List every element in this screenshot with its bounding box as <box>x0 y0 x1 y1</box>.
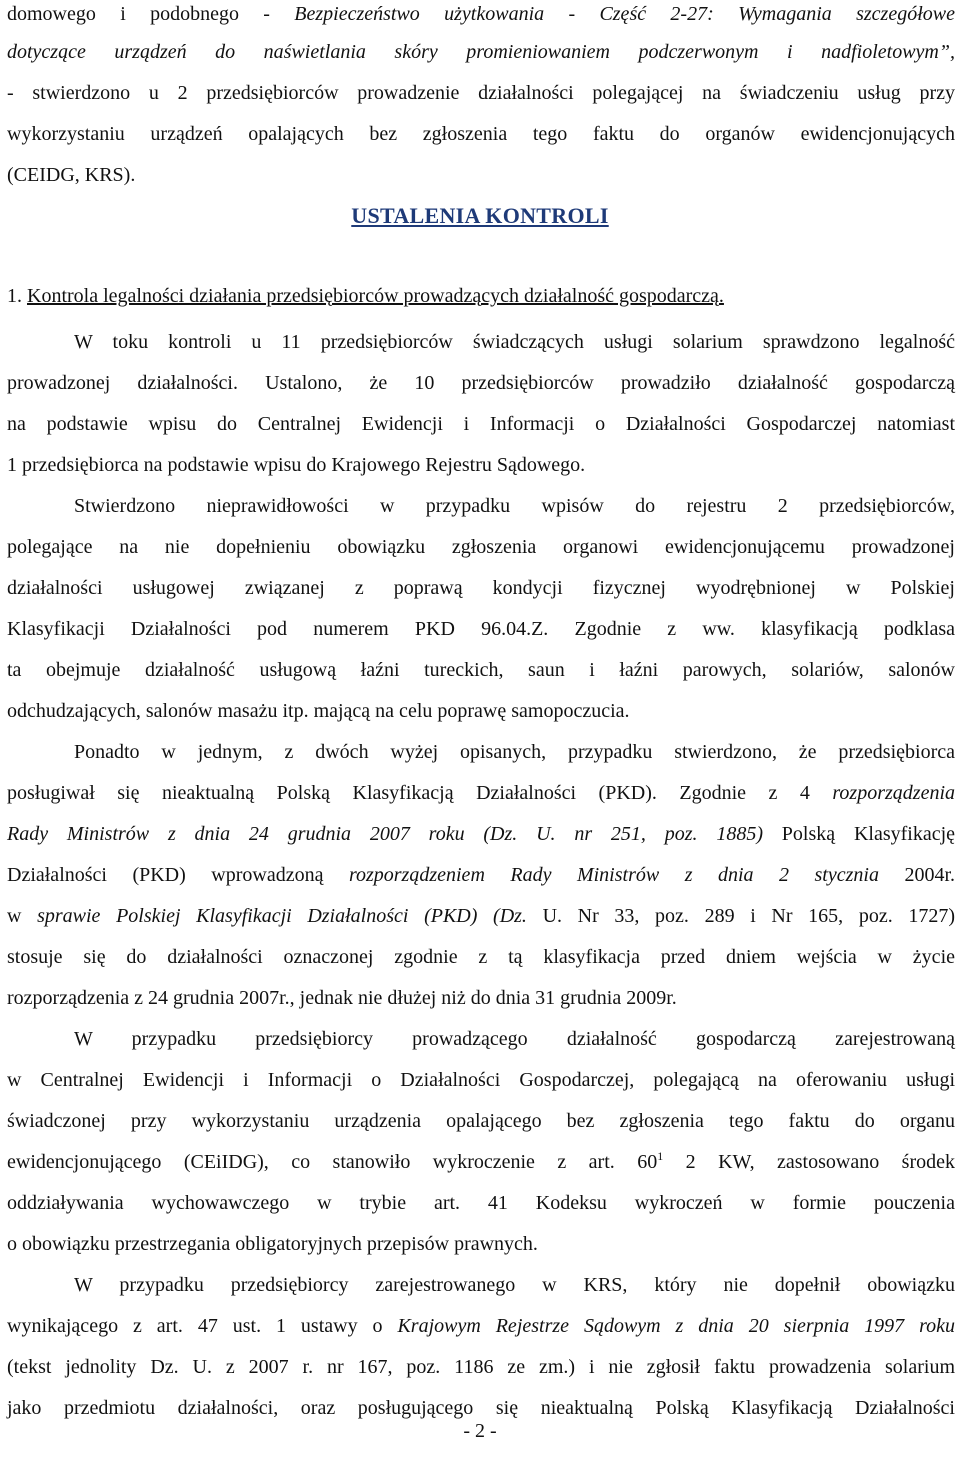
text-segment: rozporządzeniem Rady Ministrów z dnia 2 stycznia <box>348 864 879 886</box>
text-segment: prowadzonej działalności. Ustalono, że 10 przedsiębiorców prowadziło działalność gospodarczą <box>7 372 955 394</box>
text-segment: sprawie Polskiej Klasyfikacji Działalności (PKD) (Dz. <box>37 905 527 927</box>
text-segment: W przypadku przedsiębiorcy zarejestrowanego w KRS, który nie dopełnił obowiązku <box>74 1274 955 1296</box>
text-line <box>7 1067 955 1093</box>
text-line <box>7 1149 955 1175</box>
text-line <box>7 39 955 65</box>
text-segment: Ponadto w jednym, z dwóch wyżej opisanych, przypadku stwierdzono, że przedsiębiorca <box>74 741 955 763</box>
text-line <box>74 1026 955 1052</box>
text-segment: na podstawie wpisu do Centralnej Ewidencji i Informacji o Działalności Gospodarczej natomiast <box>7 413 955 435</box>
text-segment: Działalności (PKD) wprowadzoną <box>7 864 349 886</box>
text-line <box>7 1354 955 1380</box>
text-segment: oddziaływania wychowawczego w trybie art. 41 Kodeksu wykroczeń w formie pouczenia <box>7 1192 955 1214</box>
text-segment: W przypadku przedsiębiorcy prowadzącego działalność gospodarczą zarejestrowaną <box>74 1028 955 1050</box>
text-segment: W toku kontroli u 11 przedsiębiorców świadczących usługi solarium sprawdzono legalność <box>74 331 955 353</box>
text-line <box>7 121 955 147</box>
text-line <box>7 1 955 27</box>
text-line <box>7 985 955 1011</box>
text-segment: 1 przedsiębiorca na podstawie wpisu do Krajowego Rejestru Sądowego. <box>7 454 586 476</box>
text-line <box>7 534 955 560</box>
section-title: USTALENIA KONTROLI <box>351 203 609 228</box>
text-segment: w Centralnej Ewidencji i Informacji o Działalności Gospodarczej, polegającą na oferowaniu usługi <box>7 1069 955 1091</box>
text-segment: - stwierdzono u 2 przedsiębiorców prowadzenie działalności polegającej na świadczeniu usług przy <box>7 82 955 104</box>
text-line <box>7 162 955 188</box>
text-line <box>7 862 955 888</box>
superscript: 1 <box>657 1149 664 1163</box>
text-segment: (CEIDG, KRS). <box>7 164 136 186</box>
text-line <box>7 452 955 478</box>
text-segment: dotyczące urządzeń do naświetlania skóry promieniowaniem podczerwonym i nadfioletowym”, <box>7 41 955 63</box>
text-line <box>7 283 955 309</box>
text-segment: wykorzystaniu urządzeń opalających bez zgłoszenia tego faktu do organów ewidencjonujących <box>7 123 955 145</box>
text-segment: polegające na nie dopełnieniu obowiązku zgłoszenia organowi ewidencjonującemu prowadzonej <box>7 536 955 558</box>
text-segment: o obowiązku przestrzegania obligatoryjnych przepisów prawnych. <box>7 1233 538 1255</box>
text-line <box>7 1313 955 1339</box>
text-segment: U. Nr 33, poz. 289 i Nr 165, poz. 1727) <box>526 905 955 927</box>
text-line <box>7 1108 955 1134</box>
text-segment: wynikającego z art. 47 ust. 1 ustawy o <box>7 1315 398 1337</box>
text-line <box>7 370 955 396</box>
text-segment: rozporządzenia <box>832 782 955 804</box>
text-line <box>7 411 955 437</box>
text-line <box>7 821 955 847</box>
text-line <box>7 657 955 683</box>
text-line <box>7 616 955 642</box>
text-segment: w <box>7 905 38 927</box>
text-segment: Polską Klasyfikację <box>762 823 956 845</box>
page-number: - 2 - <box>463 1420 497 1442</box>
text-segment: odchudzających, salonów masażu itp. mającą na celu poprawę samopoczucia. <box>7 700 630 722</box>
text-line <box>74 1272 955 1298</box>
text-line <box>7 80 955 106</box>
text-line <box>74 493 955 519</box>
text-line <box>7 780 955 806</box>
text-line <box>74 329 955 355</box>
text-line <box>7 1395 955 1421</box>
text-segment: Krajowym Rejestrze Sądowym z dnia 20 sierpnia 1997 roku <box>397 1315 955 1337</box>
text-line <box>7 944 955 970</box>
text-segment: 2004r. <box>878 864 956 886</box>
text-line <box>7 903 955 929</box>
text-segment: posługiwał się nieaktualną Polską Klasyfikacją Działalności (PKD). Zgodnie z 4 <box>7 782 833 804</box>
text-segment: jako przedmiotu działalności, oraz posługującego się nieaktualną Polską Klasyfikacją Działalności <box>7 1397 955 1419</box>
text-segment: rozporządzenia z 24 grudnia 2007r., jednak nie dłużej niż do dnia 31 grudnia 2009r. <box>7 987 677 1009</box>
text-segment: ta obejmuje działalność usługową łaźni tureckich, saun i łaźni parowych, solariów, salonów <box>7 659 955 681</box>
text-segment: 1. <box>7 285 27 307</box>
text-segment: domowego i podobnego - <box>7 3 295 25</box>
text-line <box>7 1231 955 1257</box>
text-segment: Stwierdzono nieprawidłowości w przypadku wpisów do rejestru 2 przedsiębiorców, <box>74 495 955 517</box>
text-line <box>74 739 955 765</box>
text-segment: Rady Ministrów z dnia 24 grudnia 2007 roku (Dz. U. nr 251, poz. 1885) <box>7 823 763 845</box>
text-segment: stosuje się do działalności oznaczonej zgodnie z tą klasyfikacja przed dniem wejścia w życie <box>7 946 955 968</box>
text-segment: działalności usługowej związanej z poprawą kondycji fizycznej wyodrębnionej w Polskiej <box>7 577 955 599</box>
text-segment: (tekst jednolity Dz. U. z 2007 r. nr 167, poz. 1186 ze zm.) i nie zgłosił faktu prowadzenia solarium <box>7 1356 955 1378</box>
text-segment: Klasyfikacji Działalności pod numerem PKD 96.04.Z. Zgodnie z ww. klasyfikacją podklasa <box>7 618 955 640</box>
text-segment: Bezpieczeństwo użytkowania - Część 2-27: Wymagania szczegółowe <box>294 3 955 25</box>
text-segment: 2 KW, zastosowano środek <box>663 1151 955 1173</box>
text-line <box>7 1190 955 1216</box>
text-segment: Kontrola legalności działania przedsiębiorców prowadzących działalność gospodarczą. <box>27 285 724 307</box>
text-line <box>7 575 955 601</box>
text-segment: świadczonej przy wykorzystaniu urządzenia opalającego bez zgłoszenia tego faktu do organu <box>7 1110 955 1132</box>
text-segment: ewidencjonującego (CEiIDG), co stanowiło wykroczenie z art. 60 <box>7 1151 658 1173</box>
text-line <box>7 698 955 724</box>
